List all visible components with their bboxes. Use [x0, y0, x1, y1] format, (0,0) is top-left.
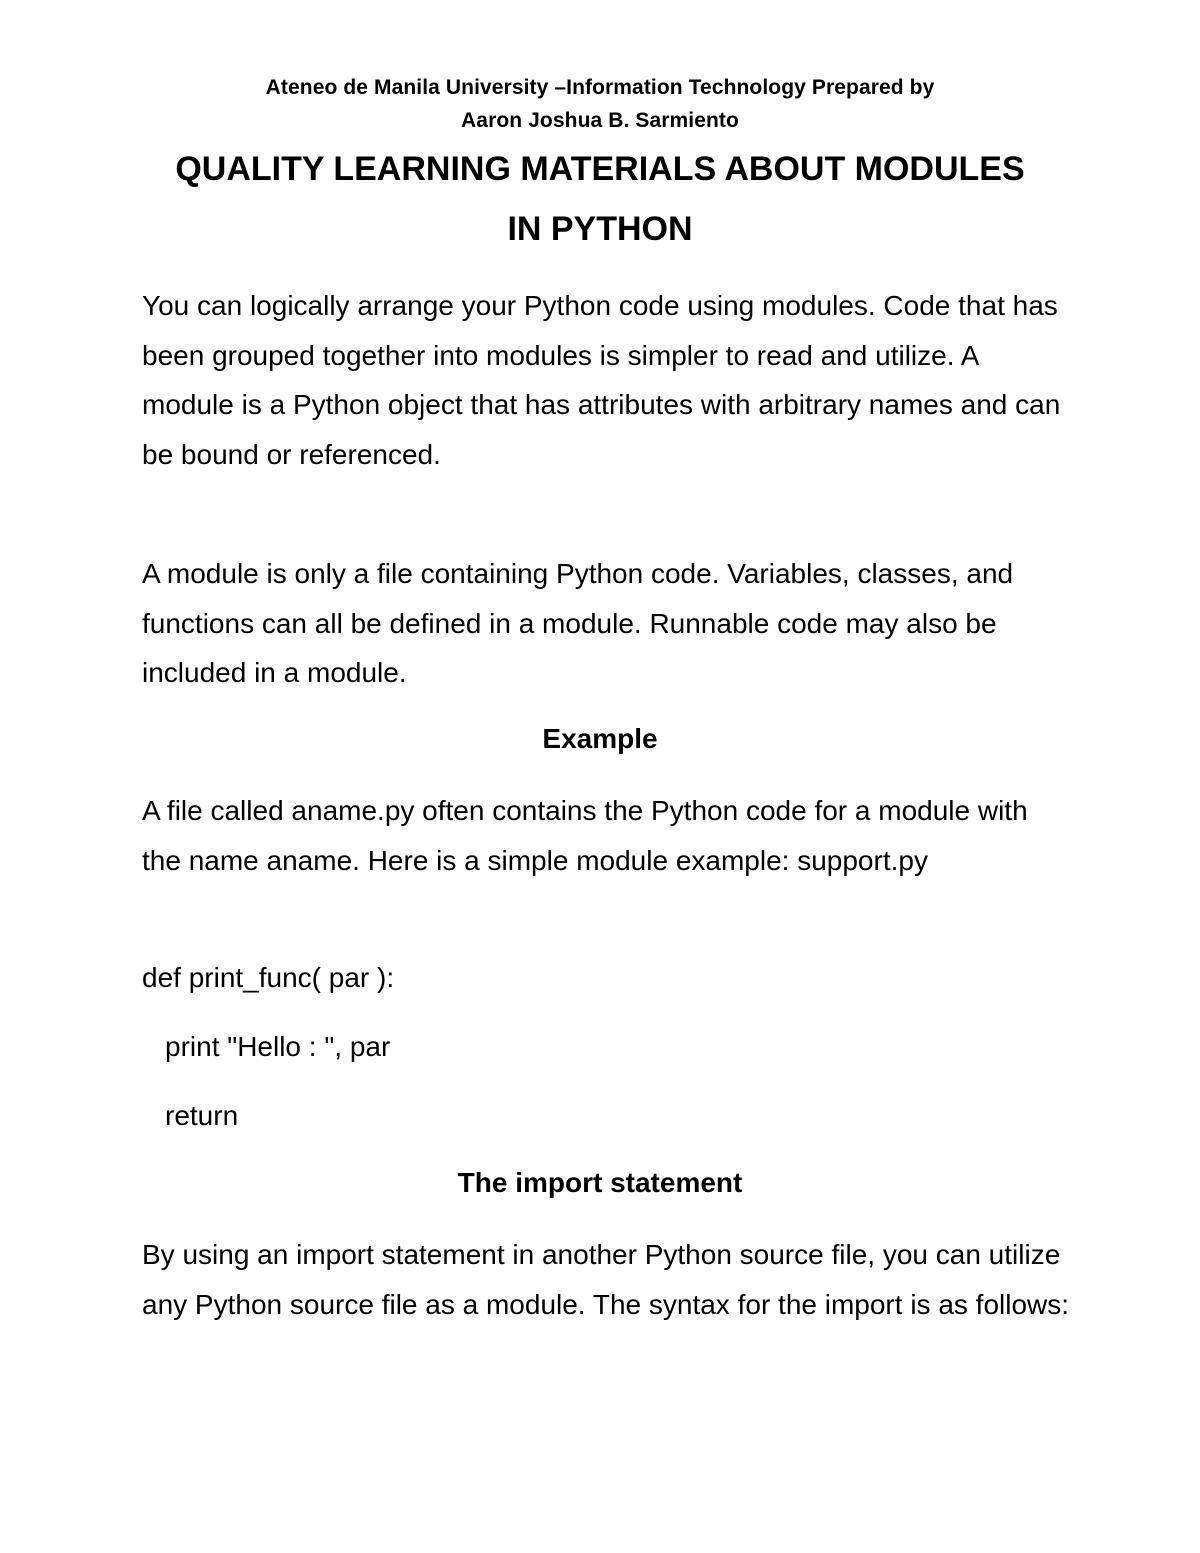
- code-line-return: return: [165, 1100, 239, 1131]
- document-title-line-1: QUALITY LEARNING MATERIALS ABOUT MODULES: [175, 150, 1025, 188]
- paragraph-import: By using an import statement in another Python source file, you can utilize any Python source file as a module. The syntax for the import is as follows:: [142, 1239, 1070, 1320]
- heading-import-statement: The import statement: [457, 1167, 743, 1198]
- paragraph-example: A file called aname.py often contains the Python code for a module with the name aname. Here is a simple module example: support.py: [142, 795, 1028, 876]
- header-affiliation: Ateneo de Manila University –Information Technology Prepared by: [265, 76, 935, 99]
- code-line-print: print "Hello : ", par: [165, 1031, 391, 1062]
- header-author: Aaron Joshua B. Sarmiento: [461, 109, 739, 132]
- paragraph-intro: You can logically arrange your Python code using modules. Code that has been grouped together into modules is simpler to read and utilize. A module is a Python object that has attributes with arbitrary names and can be bound or referenced.: [142, 290, 1061, 470]
- paragraph-module-definition: A module is only a file containing Python code. Variables, classes, and functions can all be defined in a module. Runnable code may also be included in a module.: [142, 558, 1014, 688]
- code-line-def: def print_func( par ):: [142, 962, 395, 993]
- document-title-line-2: IN PYTHON: [507, 210, 693, 248]
- heading-example: Example: [542, 723, 658, 754]
